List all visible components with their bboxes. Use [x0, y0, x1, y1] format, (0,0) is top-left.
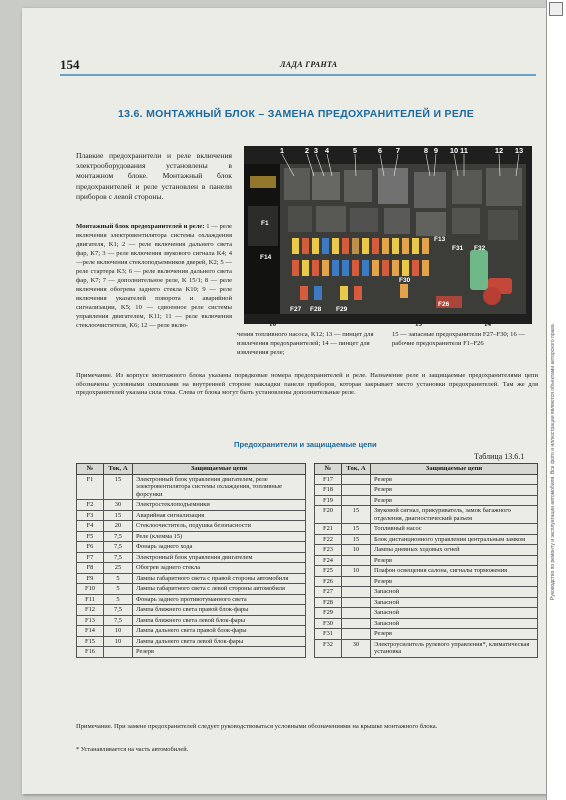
- table-row: [77, 563, 306, 574]
- cell-circuit: Резерв: [371, 629, 538, 640]
- table-row: [77, 510, 306, 521]
- cell-current: 15: [342, 506, 371, 524]
- column-header-current: Ток, А: [104, 464, 133, 475]
- cell-fuse-number: F26: [315, 576, 342, 587]
- cell-circuit: Резерв: [371, 485, 538, 496]
- cell-current: 10: [342, 566, 371, 577]
- cell-fuse-number: F14: [77, 626, 104, 637]
- photo-label-2: 2: [304, 146, 310, 155]
- cell-current: [342, 495, 371, 506]
- column-header-number: №: [315, 464, 342, 475]
- cell-fuse-number: F17: [315, 474, 342, 485]
- cell-current: 30: [342, 639, 371, 657]
- cell-circuit: Стеклоочиститель, подушка безопасности: [133, 521, 306, 532]
- table-row: [77, 474, 306, 500]
- cell-current: [342, 474, 371, 485]
- table-row: [77, 605, 306, 616]
- cell-circuit: Запасной: [371, 597, 538, 608]
- cell-current: [342, 576, 371, 587]
- cell-fuse-number: F9: [77, 573, 104, 584]
- photo-label-12: 12: [494, 146, 504, 155]
- cell-circuit: Лампа ближнего света левой блок-фары: [133, 615, 306, 626]
- cell-fuse-number: F16: [77, 647, 104, 658]
- cell-current: 7,5: [104, 542, 133, 553]
- cell-fuse-number: F11: [77, 594, 104, 605]
- table-row: [315, 524, 538, 535]
- photo-label-f31: F31: [452, 245, 464, 252]
- cell-circuit: Лампы дневных ходовых огней: [371, 545, 538, 556]
- table-row: [315, 506, 538, 524]
- column-header-circuits: Защищаемые цепи: [133, 464, 306, 475]
- table-row: [77, 531, 306, 542]
- cell-fuse-number: F10: [77, 584, 104, 595]
- photo-label-f14: F14: [260, 254, 272, 261]
- cell-current: 30: [104, 500, 133, 511]
- table-row: [315, 597, 538, 608]
- cell-circuit: Электронный блок управления двигателем, реле электровентилятора системы охлаждения, топливные форсунки: [133, 474, 306, 500]
- table-row: [315, 587, 538, 598]
- cell-current: 15: [342, 534, 371, 545]
- cell-fuse-number: F12: [77, 605, 104, 616]
- cell-fuse-number: F32: [315, 639, 342, 657]
- cell-current: 15: [104, 474, 133, 500]
- cell-fuse-number: F18: [315, 485, 342, 496]
- viewer-side-strip: [546, 0, 566, 800]
- table-row: [77, 594, 306, 605]
- photo-label-6: 6: [377, 146, 383, 155]
- cell-circuit: Звуковой сигнал, прикуриватель, замок багажного отделения, диагностический разъем: [371, 506, 538, 524]
- table-row: [315, 566, 538, 577]
- cell-fuse-number: F23: [315, 545, 342, 556]
- cell-fuse-number: F15: [77, 636, 104, 647]
- table-row: [315, 576, 538, 587]
- cell-fuse-number: F24: [315, 555, 342, 566]
- photo-label-7: 7: [395, 146, 401, 155]
- table-row: [315, 639, 538, 657]
- photo-label-f30: F30: [399, 277, 411, 284]
- cell-circuit: Фонарь заднего хода: [133, 542, 306, 553]
- cell-circuit: Лампы габаритного света с левой стороны автомобиля: [133, 584, 306, 595]
- table-row: [77, 521, 306, 532]
- cell-current: 10: [104, 636, 133, 647]
- photo-label-f32: F32: [474, 245, 486, 252]
- table-row: [315, 485, 538, 496]
- cell-circuit: Лампа дальнего света правой блок-фары: [133, 626, 306, 637]
- column-header-number: №: [77, 464, 104, 475]
- table-row: [315, 495, 538, 506]
- cell-circuit: Лампы габаритного света с правой стороны автомобиля: [133, 573, 306, 584]
- cell-fuse-number: F30: [315, 618, 342, 629]
- table-row: [77, 500, 306, 511]
- cell-current: 10: [104, 626, 133, 637]
- cell-current: 7,5: [104, 531, 133, 542]
- cell-circuit: Запасной: [371, 587, 538, 598]
- cell-current: [342, 629, 371, 640]
- note-paragraph: Примечание. Из корпусе монтажного блока указаны порядковые номера предохранителей и реле. Назначение реле и защищаемые предохранителями цепи обозначены условными символами на внутренней стороне накладки панели приборов, которая закрывает место установки предохранителей. Там же для предохранителей указана сила тока. Слева от блока могут быть установлены дополнительные реле.: [76, 372, 538, 397]
- bottom-note: Примечание. При замене предохранителей следует руководствоваться условными обозначениями на крышке монтажного блока.: [76, 723, 438, 730]
- cell-circuit: Электронный блок управления двигателем: [133, 552, 306, 563]
- running-title: ЛАДА ГРАНТА: [280, 60, 338, 69]
- cell-circuit: Реле (клемма 15): [133, 531, 306, 542]
- photo-label-14: 14: [484, 320, 491, 328]
- photo-caption-right: 15 — запасные предохранители F27–F30; 16 — рабочие предохранители F1–F26: [392, 331, 525, 347]
- cell-current: [342, 555, 371, 566]
- fuse-table-right: [314, 463, 538, 658]
- photo-caption-middle: чения топливного насоса, K12; 13 — пинцет для извлечения предохранителей; 14 — пинцет для извлечения реле;: [237, 331, 374, 356]
- cell-fuse-number: F28: [315, 597, 342, 608]
- photo-label-15: 15: [415, 320, 422, 328]
- cell-circuit: Резерв: [371, 555, 538, 566]
- cell-current: 5: [104, 584, 133, 595]
- cell-fuse-number: F27: [315, 587, 342, 598]
- cell-current: 5: [104, 594, 133, 605]
- cell-circuit: Аварийная сигнализация: [133, 510, 306, 521]
- table-row: [77, 584, 306, 595]
- column-header-current: Ток, А: [342, 464, 371, 475]
- cell-current: [342, 597, 371, 608]
- photo-legend: [76, 222, 232, 330]
- photo-label-f29: F29: [336, 306, 348, 313]
- cell-fuse-number: F1: [77, 474, 104, 500]
- cell-circuit: Топливный насос: [371, 524, 538, 535]
- cell-current: [342, 587, 371, 598]
- cell-current: 10: [342, 545, 371, 556]
- table-row: [315, 555, 538, 566]
- cell-circuit: Резерв: [133, 647, 306, 658]
- cell-circuit: Резерв: [371, 495, 538, 506]
- cell-circuit: Фонарь заднего противотуманного света: [133, 594, 306, 605]
- table-row: [315, 618, 538, 629]
- cell-current: 7,5: [104, 615, 133, 626]
- section-title: 13.6. МОНТАЖНЫЙ БЛОК – ЗАМЕНА ПРЕДОХРАНИТЕЛЕЙ И РЕЛЕ: [118, 108, 475, 120]
- photo-label-3: 3: [313, 146, 319, 155]
- cell-fuse-number: F25: [315, 566, 342, 577]
- table-header-row: [77, 464, 306, 475]
- footnote: * Устанавливается на часть автомобилей.: [76, 746, 189, 753]
- table-row: [315, 629, 538, 640]
- photo-label-8: 8: [423, 146, 429, 155]
- cell-current: [104, 647, 133, 658]
- cell-current: [342, 608, 371, 619]
- cell-fuse-number: F3: [77, 510, 104, 521]
- cell-fuse-number: F7: [77, 552, 104, 563]
- table-number: Таблица 13.6.1: [474, 452, 525, 461]
- cell-current: 7,5: [104, 605, 133, 616]
- document-icon: [549, 2, 563, 16]
- cell-current: 20: [104, 521, 133, 532]
- photo-label-f1: F1: [261, 220, 269, 227]
- cell-fuse-number: F5: [77, 531, 104, 542]
- document-page: [22, 8, 547, 794]
- cell-fuse-number: F13: [77, 615, 104, 626]
- cell-current: 5: [104, 573, 133, 584]
- photo-label-10: 10: [449, 146, 459, 155]
- table-row: [77, 573, 306, 584]
- fuse-box-illustration: [244, 146, 532, 324]
- cell-circuit: Запасной: [371, 608, 538, 619]
- table-row: [315, 474, 538, 485]
- cell-circuit: Блок дистанционного управления центральным замком: [371, 534, 538, 545]
- photo-label-13: 13: [514, 146, 524, 155]
- table-row: [77, 542, 306, 553]
- column-header-circuits: Защищаемые цепи: [371, 464, 538, 475]
- cell-fuse-number: F8: [77, 563, 104, 574]
- cell-circuit: Запасной: [371, 618, 538, 629]
- legend-heading: Монтажный блок предохранителей и реле:: [76, 223, 205, 230]
- cell-circuit: Обогрев заднего стекла: [133, 563, 306, 574]
- table-row: [315, 534, 538, 545]
- cell-fuse-number: F20: [315, 506, 342, 524]
- cell-current: [342, 485, 371, 496]
- photo-label-f13: F13: [434, 236, 446, 243]
- cell-fuse-number: F29: [315, 608, 342, 619]
- photo-label-f26: F26: [438, 301, 450, 308]
- photo-label-11: 11: [460, 146, 468, 155]
- cell-fuse-number: F22: [315, 534, 342, 545]
- cell-fuse-number: F19: [315, 495, 342, 506]
- table-row: [315, 608, 538, 619]
- cell-fuse-number: F2: [77, 500, 104, 511]
- photo-label-16: 16: [269, 320, 276, 328]
- cell-circuit: Лампа дальнего света левой блок-фары: [133, 636, 306, 647]
- legend-text: 1 — реле включения электровентилятора системы охлаждения двигателя, K1; 2 — реле включения дальнего света фар, K7; 3 — реле включения звукового сигнала K4; 4 —реле включения стеклоподъемников дверей, K2; 5 — реле стартера K3; 6 — реле включения дальнего света фар, K7; 7 — дополнительное реле, K 15/1; 8 — реле включения обогрева заднего стекла K10; 9 — реле включения указателей поворота и аварийной сигнализации, K5; 10 — сдвоенное реле системы управления двигателем, K11; 11 — реле включения стеклоочистителя, K6; 12 — реле вклю-: [76, 223, 232, 329]
- photo-label-f28: F28: [310, 306, 322, 313]
- photo-label-9: 9: [433, 146, 439, 155]
- cell-current: [342, 618, 371, 629]
- page-number: 154: [60, 57, 80, 72]
- cell-current: 7,5: [104, 552, 133, 563]
- cell-circuit: Электростеклоподъемники: [133, 500, 306, 511]
- cell-fuse-number: F21: [315, 524, 342, 535]
- fuse-box-photo: [244, 146, 532, 324]
- table-header-row: [315, 464, 538, 475]
- cell-circuit: Резерв: [371, 576, 538, 587]
- table-row: [77, 552, 306, 563]
- fuse-table-left: [76, 463, 306, 658]
- table-heading: Предохранители и защищаемые цепи: [234, 440, 377, 449]
- table-row: [315, 545, 538, 556]
- intro-paragraph: Плавкие предохранители и реле включения электрооборудования установлены в монтажном блоке. Монтажный блок предохранителей и реле установлен в панели приборов с левой стороны.: [76, 151, 232, 201]
- cell-fuse-number: F4: [77, 521, 104, 532]
- table-row: [77, 615, 306, 626]
- cell-circuit: Плафон освещения салона, сигналы торможения: [371, 566, 538, 577]
- cell-fuse-number: F31: [315, 629, 342, 640]
- photo-label-4: 4: [324, 146, 330, 155]
- side-strip-text: Руководство по ремонту и эксплуатации автомобиля. Все фото и иллюстрации являются объектами авторского права.: [550, 322, 556, 600]
- cell-current: 15: [342, 524, 371, 535]
- photo-label-f27: F27: [290, 306, 302, 313]
- table-row: [77, 626, 306, 637]
- photo-label-1: 1: [279, 146, 285, 155]
- table-row: [77, 647, 306, 658]
- cell-circuit: Резерв: [371, 474, 538, 485]
- photo-label-5: 5: [352, 146, 358, 155]
- header-rule: [60, 74, 536, 76]
- cell-circuit: Лампа ближнего света правой блок-фары: [133, 605, 306, 616]
- cell-current: 15: [104, 510, 133, 521]
- cell-circuit: Электроусилитель рулевого управления*, климатическая установка: [371, 639, 538, 657]
- cell-current: 25: [104, 563, 133, 574]
- cell-fuse-number: F6: [77, 542, 104, 553]
- table-row: [77, 636, 306, 647]
